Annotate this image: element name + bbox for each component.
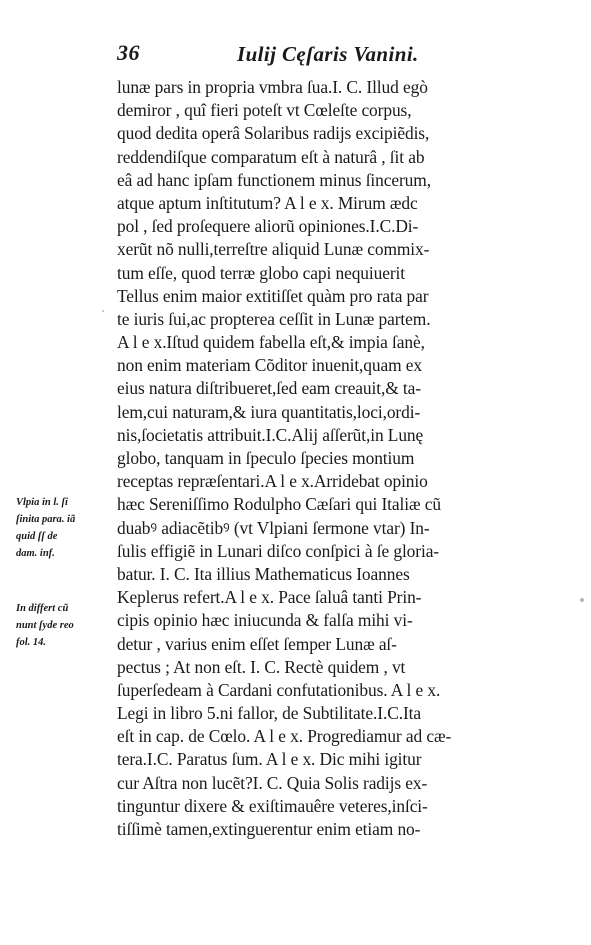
text-line: receptas repræſentari.A l e x.Arridebat opinio [117, 471, 428, 492]
text-line: pectus ; At non eſt. I. C. Rectè quidem , vt [117, 656, 406, 677]
margin-note-line: ſinita para. iã [16, 514, 76, 525]
text-line: eſt in cap. de Cœlo. A l e x. Progrediamur ad cæ- [117, 726, 452, 747]
text-line: Keplerus refert.A l e x. Pace ſaluâ tanti Prin- [117, 587, 422, 608]
body-text [117, 76, 517, 841]
margin-note [16, 600, 116, 651]
text-line: lem,cui naturam,& iura quantitatis,loci,ordi- [117, 401, 421, 422]
text-line: eius natura diſtribueret,ſed eam creauit,& ta- [117, 378, 421, 399]
text-line: duabꝰ adiacẽtibꝰ (vt Vlpiani ſermone vtar) In- [117, 517, 430, 538]
text-line: lunæ pars in propria vmbra ſua.I. C. Illud egò [117, 77, 428, 97]
paper-speck [102, 310, 104, 312]
text-line: atque aptum inſtitutum? A l e x. Mirum ædc [117, 192, 418, 213]
margin-note-line: Vlpia in l. ſi [16, 497, 68, 508]
text-line: ſulis effigiẽ in Lunari diſco conſpici à ſe gloria- [117, 540, 440, 561]
text-line: non enim materiam Cõditor inuenit,quam ex [117, 355, 423, 376]
text-line: cur Aſtra non lucẽt?I. C. Quia Solis radijs ex- [117, 772, 428, 793]
margin-note [16, 494, 116, 562]
page-number: 36 [117, 40, 140, 65]
text-line: quod dedita operâ Solaribus radijs excipiẽdis, [117, 123, 430, 144]
text-line: tum eſſe, quod terræ globo capi nequiuerit [117, 262, 405, 283]
text-line: pol , ſed proſequere aliorũ opiniones.I.C.Di- [117, 216, 419, 237]
paper-speck [580, 598, 584, 602]
text-line: demiror , quî fieri poteſt vt Cœleſte corpus, [117, 100, 412, 121]
margin-note-line: dam. inf. [16, 548, 55, 559]
text-line: hæc Sereniſſimo Rodulpho Cæſari qui Italiæ cũ [117, 494, 441, 515]
margin-note-line: fol. 14. [16, 637, 47, 648]
text-line: Legi in libro 5.ni fallor, de Subtilitate.I.C.Ita [117, 703, 421, 724]
text-line: reddendiſque comparatum eſt à naturâ , ſit ab [117, 146, 425, 167]
text-line: tiſſimè tamen,extinguerentur enim etiam no- [117, 819, 421, 839]
text-line: nis,ſocietatis attribuit.I.C.Alij aſſerũt,in Lunę [117, 424, 424, 445]
running-head: Iulij Cęſaris Vanini. [237, 42, 419, 66]
page-header [117, 40, 497, 70]
margin-note-line: nunt ſyde reo [16, 620, 74, 631]
text-line: cipis opinio hæc iniucunda & falſa mihi vi- [117, 610, 413, 631]
text-line: globo, tanquam in ſpeculo ſpecies montium [117, 448, 415, 468]
text-line: tinguntur dixere & exiſtimauêre veteres,inſci- [117, 795, 428, 816]
text-line: detur , varius enim eſſet ſemper Lunæ aſ- [117, 633, 397, 654]
text-line: te iuris ſui,ac propterea ceſſit in Lunæ partem. [117, 308, 431, 329]
text-line: eâ ad hanc ipſam functionem minus ſincerum, [117, 169, 431, 190]
margin-note-line: quid ſſ de [16, 531, 58, 542]
text-line: batur. I. C. Ita illius Mathematicus Ioannes [117, 563, 410, 584]
text-line: Tellus enim maior extitiſſet quàm pro rata par [117, 285, 429, 306]
text-line: tera.I.C. Paratus ſum. A l e x. Dic mihi igitur [117, 749, 422, 770]
text-line: xerũt nõ nulli,terreſtre aliquid Lunæ commix- [117, 239, 430, 260]
text-line: A l e x.Iſtud quidem fabella eſt,& impia ſanè, [117, 332, 425, 353]
margin-note-line: In differt cũ [16, 603, 69, 614]
text-line: ſuperſedeam à Cardani confutationibus. A l e x. [117, 679, 441, 700]
